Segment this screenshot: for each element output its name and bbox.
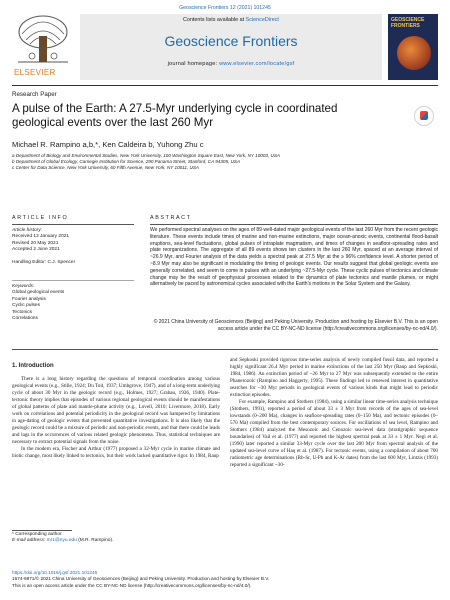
journal-banner	[80, 14, 382, 80]
history-label: Article history:	[12, 228, 43, 233]
keyword: Global geological events	[12, 290, 65, 296]
elsevier-logo[interactable]	[12, 14, 74, 80]
keyword: Cyclic pulses	[12, 303, 40, 309]
cover-title: GEOSCIENCE FRONTIERS	[391, 17, 425, 29]
journal-homepage	[80, 61, 382, 67]
author-list: Michael R. Rampino a,b,*, Ken Caldeira b, Yuhong Zhu c	[12, 140, 204, 149]
email-suffix: (M.R. Rampino).	[76, 538, 114, 544]
handling-editor: Handling Editor: C.J. Spencer	[12, 259, 76, 265]
contents-line	[80, 17, 382, 23]
affiliation-a: a Department of Biology and Environmental Studies, New York University, 100 Washington Square East, New York, NY 10003, USA	[12, 153, 280, 158]
abstract-rule	[150, 224, 438, 225]
elsevier-tree-icon	[12, 14, 74, 66]
abstract-copyright: © 2021 China University of Geosciences (Beijing) and Peking University. Production and hosting by Elsevier B.V. This is an open access article under the CC BY-NC-ND license (http://creativecommons.org/licenses/by-nc-nd/4.0/).	[153, 319, 438, 332]
right-column	[230, 357, 438, 469]
header-rule	[12, 85, 438, 86]
article-info-rule	[12, 224, 134, 225]
corresponding-author-note: * Corresponding author.	[12, 532, 63, 537]
homepage-prefix: journal homepage:	[167, 61, 220, 67]
accepted-date: Accepted 2 June 2021	[12, 247, 60, 253]
keywords-rule	[12, 280, 134, 281]
contents-prefix: Contents lists available at	[183, 17, 246, 23]
bottom-matter	[12, 570, 438, 589]
article-title: A pulse of the Earth: A 27.5-Myr underlying cycle in coordinated geological events over the last 260 Myr	[12, 102, 338, 129]
body-rule	[12, 349, 438, 350]
footnote-rule	[12, 530, 72, 531]
journal-header	[12, 14, 438, 82]
cover-globe-graphic	[397, 36, 431, 70]
footnote	[12, 532, 220, 545]
keyword: Tectonics	[12, 309, 32, 315]
affiliation-b: b Department of Global Ecology, Carnegie Institution for Science, 290 Panama Street, Stanford, CA 94305, USA	[12, 159, 241, 164]
email-label: E-mail address:	[12, 538, 47, 544]
paragraph: For example, Rampino and Stothers (1984), using a similar linear time-series analysis technique (Stothers, 1991), reported a period of about 33 ± 3 Myr from records of the ages of sea-level lowstands (0–200 Ma), changes in seafloor-spreading rates (0–150 Ma), and tectonic episodes (0–570 Ma) compiled from the best contemporary sources. For oscillations of sea level, Rampino and Stothers (1984) analyzed the Mesozoic and Cenozoic sea-level data (stratigraphic sequence boundaries) of Vail et al. (1977) and reported the highest spectral peak at 33 ± 1 Myr. Negi et al. (1990) later reported a similar 33-Myr cycle over the last 200 Myr from spectral analysis of the updated sea-level curve of Haq et al. (1987). For tectonic events, using a compilation of about 700 radiometric age determinations (Rb-Sr, U-Pb and K-Ar dates) from the last 600 Myr, Lintzis (1993) reported a significant ~30-	[230, 399, 438, 468]
paragraph: There is a long history regarding the questions of temporal coordination among various geological events (e.g., Stille, 1924; Du Toit, 1937; Umbgrove, 1947), and of a long-term underlying cycle of about 30 Myr in the geologic record (e.g., Holmes, 1927; Grabau, 1936, 1940). Plate-tectonic theory implies that episodes of various regional geological events should be manifestations of global patterns of plate and mantle-plume activity (e.g., Lovell, 2010; Livermore, 2018). Early work on correlations and potential periodicity in the geological record was hampered by limitations in age-dating of geologic events that prevented quantitative investigations. It is also likely that the geologic record could be a mixture of periodic and non-periodic events, and that there could be leads and lags in the occurrences of various related geologic phenomena. Thus, statistical techniques are necessary to extract potential signals from the noise.	[12, 376, 220, 445]
homepage-link[interactable]: www.elsevier.com/locate/gsf	[219, 61, 295, 67]
license-line: This is an open access article under the CC BY-NC-ND license (http://creativecommons.org/licenses/by-nc-nd/4.0/).	[12, 582, 252, 588]
keywords-block	[12, 284, 132, 323]
document-type: Research Paper	[12, 91, 57, 98]
publisher-logo-text: ELSEVIER	[14, 68, 56, 77]
article-history	[12, 228, 132, 266]
journal-title: Geoscience Frontiers	[164, 33, 298, 49]
received-date: Received 13 January 2021	[12, 234, 70, 240]
abstract-text: We performed spectral analyses on the ages of 89 well-dated major geological events of the last 260 Myr from the recent geologic literature. These events include times of marine and non-marine extinctions, major ocean-anoxic events, continental flood-basalt eruptions, sea-level fluctuations, global pulses of intraplate magmatism, and times of changes in seafloor-spreading rates and plate reorganizations. The aggregate of all 89 events shows ten clusters in the last 260 Myr, spaced at an average interval of ~26.9 Myr, and Fourier analysis of the data yields a spectral peak at 27.5 Myr at the ≥ 96% confidence level. A shorter period of ~8.9 Myr may also be significant in modulating the timing of geologic events. Our results suggest that global geologic events are generally correlated, and seem to come in pulses with an underlying ~27.5-Myr cycle. These cyclic pulses of tectonics and climate change may be the result of geophysical processes related to the dynamics of plate tectonics and mantle plumes, or might alternatively be paced by astronomical cycles associated with the Earth's motions in the Solar System and the Galaxy.	[150, 227, 438, 288]
paragraph: and Sepkoski provided rigorous time-series analysis of newly compiled fossil data, and reported a highly significant 26.4 Myr period in marine extinctions of the last 250 Myr (Raup and Sepkoski, 1984, 1986). An extinction period of ~26 Myr to 27 Myr was subsequently extended to the entire Phanerozoic (Rampino and Haggerty, 1995). These findings led to renewed interest in quantitative searches for ~30 Myr periods in geological events of various kinds that might lead to periodic extinction episodes.	[230, 357, 438, 398]
keyword: Fourier analysis	[12, 296, 46, 302]
paragraph: In the modern era, Fischer and Arthur (1977) proposed a 32-Myr cycle in marine climate and biotic change, most likely linked to tectonics, but their work lacked quantitative rigor. In 1984, Raup	[12, 446, 220, 459]
journal-cover-image[interactable]	[388, 14, 438, 80]
sciencedirect-link[interactable]: ScienceDirect	[245, 17, 279, 23]
keywords-label: Keywords:	[12, 284, 35, 289]
doi-link[interactable]: https://doi.org/10.1016/j.gsf.2021.101245	[12, 570, 98, 575]
keyword: Correlations	[12, 316, 38, 322]
revised-date: Revised 20 May 2021	[12, 240, 59, 246]
abstract-heading: ABSTRACT	[150, 215, 192, 221]
issn-line: 1674-9871/© 2021 China University of Geosciences (Beijing) and Peking University. Production and hosting by Elsevier B.V.	[12, 576, 270, 582]
crossmark-icon[interactable]	[414, 106, 434, 126]
section-heading-introduction: 1. Introduction	[12, 363, 54, 369]
article-info-heading: ARTICLE INFO	[12, 215, 69, 221]
affiliation-c: c Center for Data Science, New York University, 60 Fifth Avenue, New York, NY 10011, USA	[12, 165, 199, 170]
journal-reference[interactable]: Geoscience Frontiers 12 (2021) 101245	[179, 5, 271, 11]
email-link[interactable]: mr1@nyu.edu	[46, 538, 77, 544]
email-line	[12, 538, 220, 544]
left-column	[12, 376, 220, 460]
